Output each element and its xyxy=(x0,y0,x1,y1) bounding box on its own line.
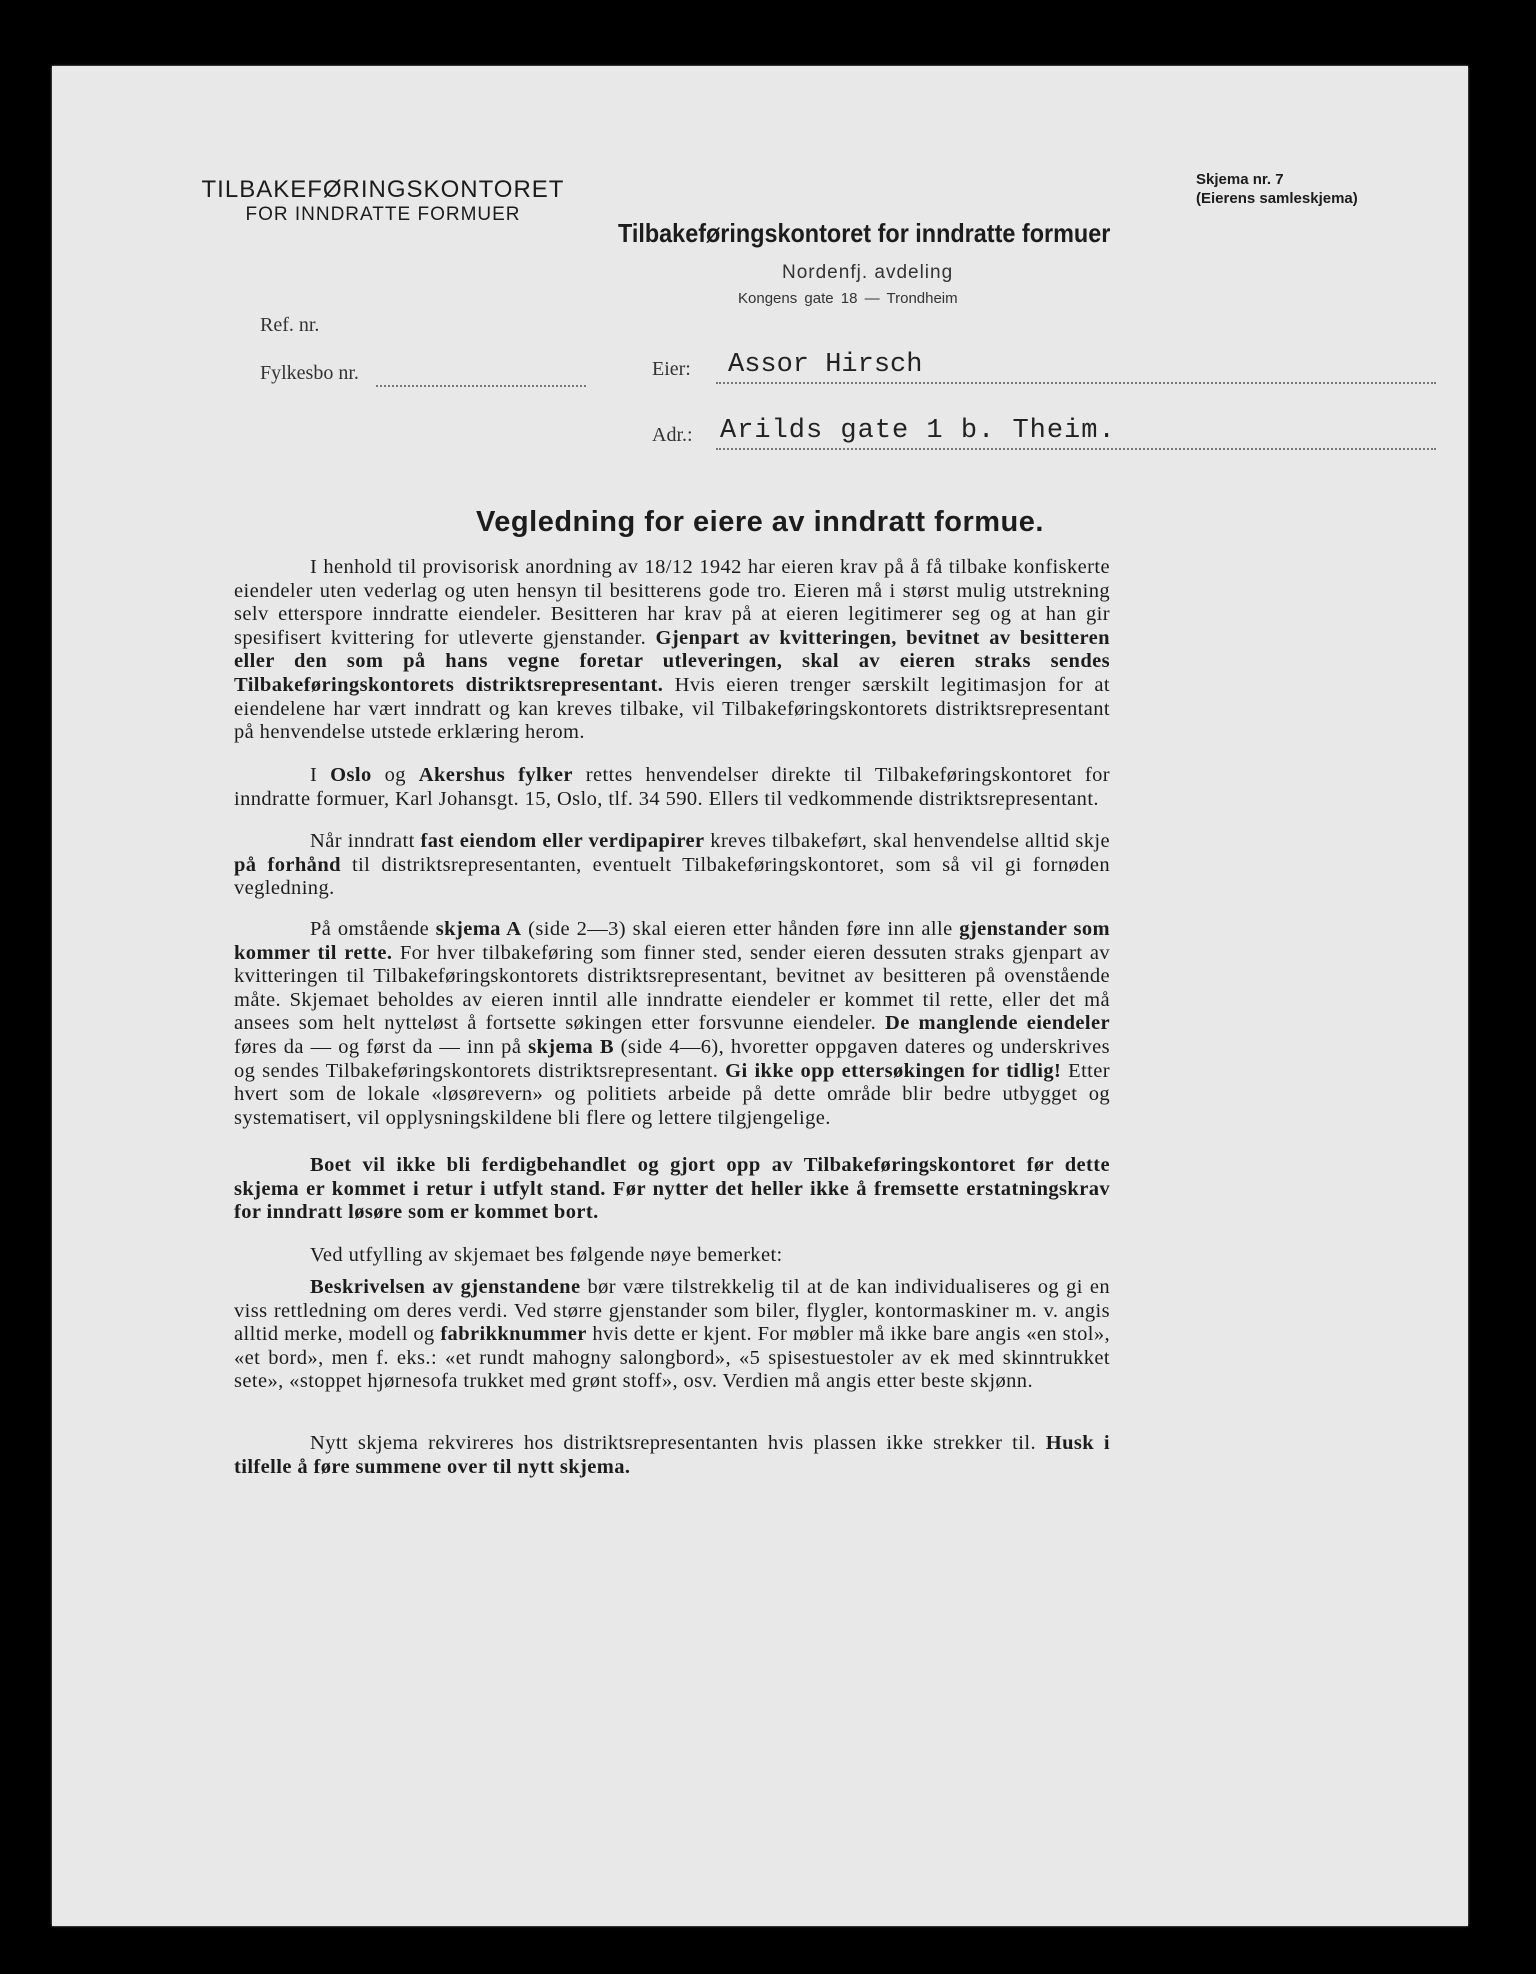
paragraph-6 xyxy=(234,1244,1110,1268)
eier-value: Assor Hirsch xyxy=(728,350,923,380)
p7-text-b: Beskrivelsen av gjenstandene xyxy=(310,1276,581,1298)
p3-text-c: kreves tilbakeført, skal henvendelse alltid skje xyxy=(704,830,1110,852)
adr-value: Arilds gate 1 b. Theim. xyxy=(720,416,1116,446)
p3-text-a: Når inndratt xyxy=(310,830,421,852)
paragraph-8 xyxy=(234,1432,1110,1479)
fylke-dotline xyxy=(376,385,586,387)
p5-text-b: Boet vil ikke bli ferdigbehandlet og gjort opp av Tilbakeføringskontoret før dette skjema er kommet i retur i utfylt stand. Før nytter det heller ikke å fremsette erstatningskrav for inndratt løsøre som er kommet bort. xyxy=(234,1154,1110,1224)
stamp-address: Kongens gate 18 — Trondheim xyxy=(738,290,958,307)
form-number-block xyxy=(1196,170,1358,208)
paragraph-3 xyxy=(234,830,1110,901)
paragraph-4 xyxy=(234,918,1110,1130)
p2-text-a: I xyxy=(310,764,331,786)
p4-text-h: skjema B xyxy=(528,1035,614,1058)
p4-text-f: De manglende eiendeler xyxy=(885,1012,1110,1035)
document-page xyxy=(52,66,1468,1926)
p4-text-e: For hver tilbakeføring som finner sted, sender eieren dessuten straks gjenpart av kvitteringen til Tilbakeføringskontorets distriktsrepresentant, bevitnet av besitteren på ovenstående måte. Skjemaet beholdes av eieren inntil alle inndratte eiendeler er kommet til rette, eller det må ansees som helt nytteløst å fortsette søkingen etter forsvunne eiendeler. xyxy=(234,941,1110,1035)
ref-label: Ref. nr. xyxy=(260,314,320,336)
p4-text-c: (side 2—3) skal eieren etter hånden føre inn alle xyxy=(521,918,960,940)
p4-text-j: Gi ikke opp ettersøkingen for tidlig! xyxy=(725,1059,1062,1082)
form-kind: (Eierens samleskjema) xyxy=(1196,190,1358,207)
p7-text-c: bør være tilstrekkelig til at de kan individualiseres og gi en viss rettledning om deres verdi. Ved større gjenstander som biler, flygler, kontormaskiner m. v. angis alltid merke, modell og xyxy=(234,1276,1111,1346)
office-name: TILBAKEFØRINGSKONTORET xyxy=(201,176,565,203)
p4-text-g: føres da — og først da — inn på xyxy=(234,1035,529,1058)
p1-text-b: Gjenpart av kvitteringen, bevitnet av besitteren eller den som på hans vegne foretar utleveringen, skal av eieren straks sendes Tilbakeføringskontorets distriktsrepresentant. xyxy=(234,626,1110,696)
p4-text-d: gjenstander som kommer til rette. xyxy=(234,918,1110,964)
p4-text-i: (side 4—6), hvoretter oppgaven dateres og underskrives og sendes Tilbakeføringskontorets distriktsrepresentant. xyxy=(234,1035,1110,1082)
p4-text-k: Etter hvert som de lokale «løsørevern» og politiets arbeide på dette område blir bedre utbygget og systematisert, vil opplysningskildene bli flere og lettere tilgjengelige. xyxy=(234,1059,1111,1129)
p3-text-e: til distriktsrepresentanten, eventuelt Tilbakeføringskontoret, som så vil gi fornøden vegledning. xyxy=(234,853,1111,900)
p2-text-d: Akershus fylker xyxy=(418,764,573,786)
p4-text-a: På omstående xyxy=(310,918,436,940)
p2-text-c: og xyxy=(371,764,419,786)
paragraph-2 xyxy=(234,764,1110,811)
paragraph-5 xyxy=(234,1154,1110,1225)
document-title: Vegledning for eiere av inndratt formue. xyxy=(476,506,1044,538)
p6-text-a: Ved utfylling av skjemaet bes følgende nøye bemerket: xyxy=(310,1244,783,1266)
p2-text-b: Oslo xyxy=(330,764,372,786)
stamp-division: Nordenfj. avdeling xyxy=(782,262,954,283)
p1-text-a: I henhold til provisorisk anordning av 18/12 1942 har eieren krav på å få tilbake konfiskerte eiendeler uten vederlag og uten hensyn til besitterens gode tro. Eieren må i størst mulig utstrekning selv etterspore inndratte eiendeler. Besitteren har krav på at eieren legitimerer seg og at han gir spesifisert kvittering for utleverte gjenstander. xyxy=(234,556,1110,649)
fylke-label: Fylkesbo nr. xyxy=(260,362,359,384)
form-number: Skjema nr. 7 xyxy=(1196,171,1284,188)
p7-text-d: fabrikknummer xyxy=(440,1323,587,1346)
paragraph-1 xyxy=(234,556,1110,745)
eier-dotline xyxy=(716,382,1436,384)
eier-label: Eier: xyxy=(652,358,691,380)
stamp-name: Tilbakeføringskontoret for inndratte formuer xyxy=(618,218,1111,248)
p1-text-c: Hvis eieren trenger særskilt legitimasjon for at eiendelene har vært inndratt og kan kreves tilbake, vil Tilbakeføringskontorets distriktsrepresentant på henvendelse utstede erklæring herom. xyxy=(234,673,1110,744)
adr-dotline xyxy=(716,448,1436,450)
p4-text-b: skjema A xyxy=(435,918,522,940)
p8-text-a: Nytt skjema rekvireres hos distriktsrepresentanten hvis plassen ikke strekker til. xyxy=(310,1432,1046,1454)
p3-text-b: fast eiendom eller verdipapirer xyxy=(420,830,705,852)
p8-text-b: Husk i tilfelle å føre summene over til nytt skjema. xyxy=(234,1432,1110,1478)
p7-text-e: hvis dette er kjent. For møbler må ikke bare angis «en stol», «et bord», men f. eks.: «et rundt mahogny salongbord», «5 spisestuestoler av ek med skinntrukket sete», «stoppet hjørnesofa trukket med grønt stoff», osv. Verdien må angis etter beste skjønn. xyxy=(234,1323,1110,1393)
office-subtitle: FOR INNDRATTE FORMUER xyxy=(245,204,521,225)
p3-text-d: på forhånd xyxy=(234,853,341,876)
paragraph-7 xyxy=(234,1276,1110,1394)
p2-text-e: rettes henvendelser direkte til Tilbakeføringskontoret for inndratte formuer, Karl Johansgt. 15, Oslo, tlf. 34 590. Ellers til vedkommende distriktsrepresentant. xyxy=(234,764,1110,810)
adr-label: Adr.: xyxy=(652,424,693,446)
